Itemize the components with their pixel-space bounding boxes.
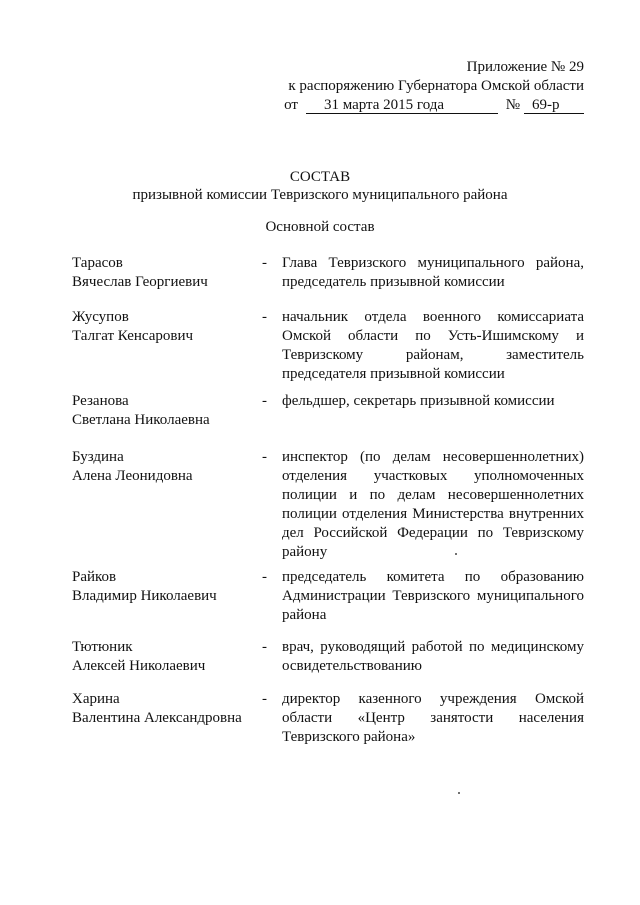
member-entry [72,448,584,568]
member-dash: - [262,309,267,325]
member-surname: Резанова [72,393,129,409]
member-given-names: Талгат Кенсарович [72,328,194,344]
member-entry [72,690,584,750]
member-entry [72,392,584,448]
section-heading: Основной состав [265,219,375,235]
member-dash: - [262,393,267,409]
member-given-names: Алена Леонидовна [72,468,193,484]
member-dash: - [262,569,267,585]
member-entry [72,254,584,308]
member-dash: - [262,449,267,465]
date-prefix: от [284,97,298,113]
member-dash: - [262,639,267,655]
member-name [72,638,262,676]
member-surname: Буздина [72,449,124,465]
member-role: фельдшер, секретарь призывной комиссии [282,393,555,409]
member-role: Глава Тевризского муниципального района, председатель призывной комиссии [282,255,584,290]
member-given-names: Вячеслав Георгиевич [72,274,208,290]
order-date: 31 марта 2015 года [306,97,498,114]
member-given-names: Светлана Николаевна [72,412,210,428]
member-role: инспектор (по делам несовершеннолетних) отделения участковых уполномоченных полиции и по делам несовершеннолетних полиции отделения Министерства внутренних дел Российской Федерации по Тевризскому району [282,449,584,560]
member-name [72,254,262,292]
scan-speck [455,553,457,555]
member-dash: - [262,255,267,271]
appendix-number: Приложение № 29 [466,59,584,75]
member-role: врач, руководящий работой по медицинскому освидетельствованию [282,639,584,674]
member-role: председатель комитета по образованию Администрации Тевризского муниципального района [282,569,584,623]
member-surname: Райков [72,569,117,585]
member-dash: - [262,691,267,707]
member-given-names: Владимир Николаевич [72,588,217,604]
order-number: 69-р [524,97,584,114]
member-name [72,448,262,486]
member-name [72,690,262,728]
number-prefix: № [505,97,520,113]
member-surname: Тарасов [72,255,123,271]
members-list [72,254,584,750]
member-entry [72,638,584,690]
scan-speck [458,792,460,794]
member-surname: Жусупов [72,309,129,325]
member-role: начальник отдела военного комиссариата Омской области по Усть-Ишимскому и Тевризскому районам, заместитель председателя призывной комиссии [282,309,584,382]
member-surname: Харина [72,691,120,707]
member-name [72,568,262,606]
member-role: директор казенного учреждения Омской области «Центр занятости населения Тевризского района» [282,691,584,745]
member-entry [72,308,584,392]
appendix-date-line [284,96,584,115]
appendix-header [284,58,584,115]
member-given-names: Алексей Николаевич [72,658,206,674]
member-name [72,392,262,430]
appendix-order-reference: к распоряжению Губернатора Омской области [288,78,584,94]
member-entry [72,568,584,638]
document-subtitle: призывной комиссии Тевризского муниципального района [132,187,508,203]
member-name [72,308,262,346]
document-title: СОСТАВ [289,169,351,185]
member-given-names: Валентина Александровна [72,710,242,726]
member-surname: Тютюник [72,639,133,655]
